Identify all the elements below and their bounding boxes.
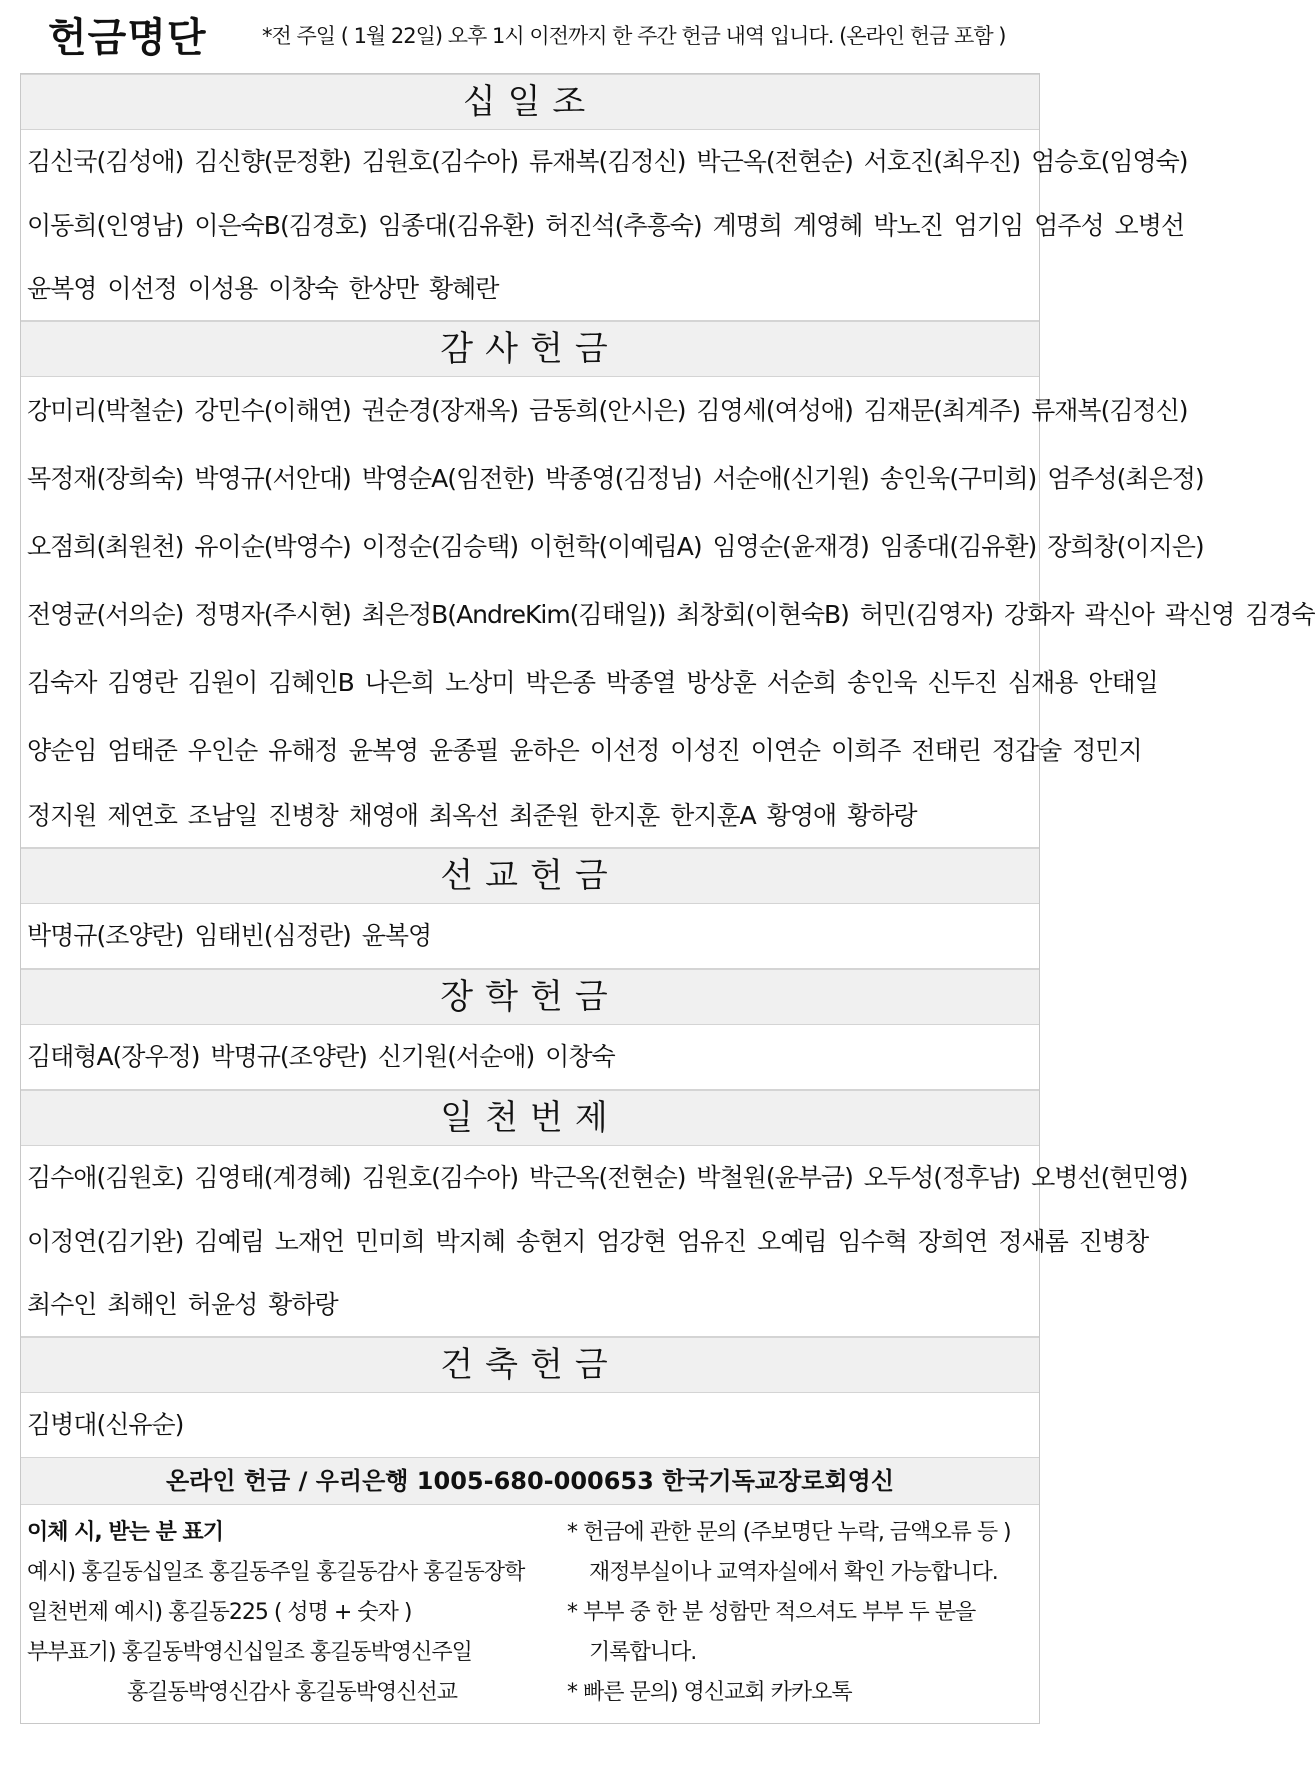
page-header xyxy=(0,0,1058,70)
name-line: 김태형A(장우정) 박명규(조양란) 신기원(서순애) 이창숙 xyxy=(27,1042,615,1071)
name-line: 김수애(김원호) 김영태(계경혜) 김원호(김수아) 박근옥(전현순) 박철원(윤부금) 오두성(정후남) 오병선(현민영) xyxy=(27,1163,1188,1192)
transfer-guide-line: 홍길동박영신감사 홍길동박영신선교 xyxy=(127,1680,458,1705)
name-line: 김숙자 김영란 김원이 김혜인B 나은희 노상미 박은종 박종열 방상훈 서순희 송인욱 신두진 심재용 안태일 xyxy=(27,668,1158,697)
page-title: 헌금명단 xyxy=(48,15,207,61)
name-line: 김신국(김성애) 김신향(문정환) 김원호(김수아) 류재복(김정신) 박근옥(전현순) 서호진(최우진) 엄승호(임영숙) xyxy=(27,147,1188,176)
inquiry-note: 기록합니다. xyxy=(589,1640,697,1665)
name-line: 정지원 제연호 조남일 진병창 채영애 최옥선 최준원 한지훈 한지훈A 황영애 황하랑 xyxy=(27,801,917,830)
transfer-guide-line: 부부표기) 홍길동박영신십일조 홍길동박영신주일 xyxy=(27,1640,472,1665)
section-body-thousand-offering xyxy=(21,1146,1188,1337)
transfer-info xyxy=(21,1505,1039,1723)
inquiry-note: * 부부 중 한 분 성함만 적으셔도 부부 두 분을 xyxy=(567,1600,976,1625)
online-offering-account: 온라인 헌금 / 우리은행 1005-680-000653 한국기독교장로회영신 xyxy=(21,1458,1039,1505)
name-line: 이동희(인영남) 이은숙B(김경호) 임종대(김유환) 허진석(추흥숙) 계명희 계영혜 박노진 엄기임 엄주성 오병선 xyxy=(27,211,1185,240)
page-note: *전 주일 ( 1월 22일) 오후 1시 이전까지 한 주간 헌금 내역 입니다. (온라인 헌금 포함 ) xyxy=(262,24,1006,48)
transfer-guide xyxy=(27,1513,547,1713)
inquiry-note: 재정부실이나 교역자실에서 확인 가능합니다. xyxy=(589,1560,998,1585)
section-title-scholarship: 장학헌금 xyxy=(21,969,1039,1025)
name-line: 목정재(장희숙) 박영규(서안대) 박영순A(임전한) 박종영(김정님) 서순애(신기원) 송인욱(구미희) 엄주성(최은정) xyxy=(27,464,1204,493)
inquiry-notes xyxy=(547,1513,1033,1713)
name-line: 오점희(최원천) 유이순(박영수) 이정순(김승택) 이헌학(이예림A) 임영순(윤재경) 임종대(김유환) 장희창(이지은) xyxy=(27,532,1204,561)
section-body-tithe xyxy=(21,130,1188,321)
transfer-guide-title: 이체 시, 받는 분 표기 xyxy=(27,1520,224,1545)
name-line: 이정연(김기완) 김예림 노재언 민미희 박지혜 송현지 엄강현 엄유진 오예림 임수혁 장희연 정새롬 진병창 xyxy=(27,1227,1149,1256)
section-body-mission xyxy=(21,904,1039,969)
section-body-scholarship xyxy=(21,1025,1039,1090)
section-body-thanksgiving xyxy=(21,377,1315,848)
section-title-building: 건축헌금 xyxy=(21,1337,1039,1393)
section-title-thousand-offering: 일천번제 xyxy=(21,1090,1039,1146)
name-line: 전영균(서의순) 정명자(주시현) 최은정B(AndreKim(김태일)) 최창회(이현숙B) 허민(김영자) 강화자 곽신아 곽신영 김경숙 xyxy=(27,600,1315,629)
offering-board xyxy=(20,73,1315,1724)
name-line: 최수인 최해인 허윤성 황하랑 xyxy=(27,1290,338,1319)
section-title-mission: 선교헌금 xyxy=(21,848,1039,904)
section-title-tithe: 십일조 xyxy=(21,74,1039,130)
name-line: 강미리(박철순) 강민수(이해연) 권순경(장재옥) 금동희(안시은) 김영세(여성애) 김재문(최계주) 류재복(김정신) xyxy=(27,396,1188,425)
name-line: 양순임 엄태준 우인순 유해정 윤복영 윤종필 윤하은 이선정 이성진 이연순 이희주 전태린 정갑술 정민지 xyxy=(27,736,1142,765)
transfer-guide-line: 예시) 홍길동십일조 홍길동주일 홍길동감사 홍길동장학 xyxy=(27,1560,525,1585)
section-title-thanksgiving: 감사헌금 xyxy=(21,321,1039,377)
name-line: 윤복영 이선정 이성용 이창숙 한상만 황혜란 xyxy=(27,274,499,303)
inquiry-note: * 빠른 문의) 영신교회 카카오톡 xyxy=(567,1680,852,1705)
name-line: 김병대(신유순) xyxy=(27,1410,184,1439)
section-body-building xyxy=(21,1393,1039,1458)
inquiry-note: * 헌금에 관한 문의 (주보명단 누락, 금액오류 등 ) xyxy=(567,1520,1011,1545)
name-line: 박명규(조양란) 임태빈(심정란) 윤복영 xyxy=(27,921,432,950)
transfer-guide-line: 일천번제 예시) 홍길동225 ( 성명 + 숫자 ) xyxy=(27,1600,412,1625)
